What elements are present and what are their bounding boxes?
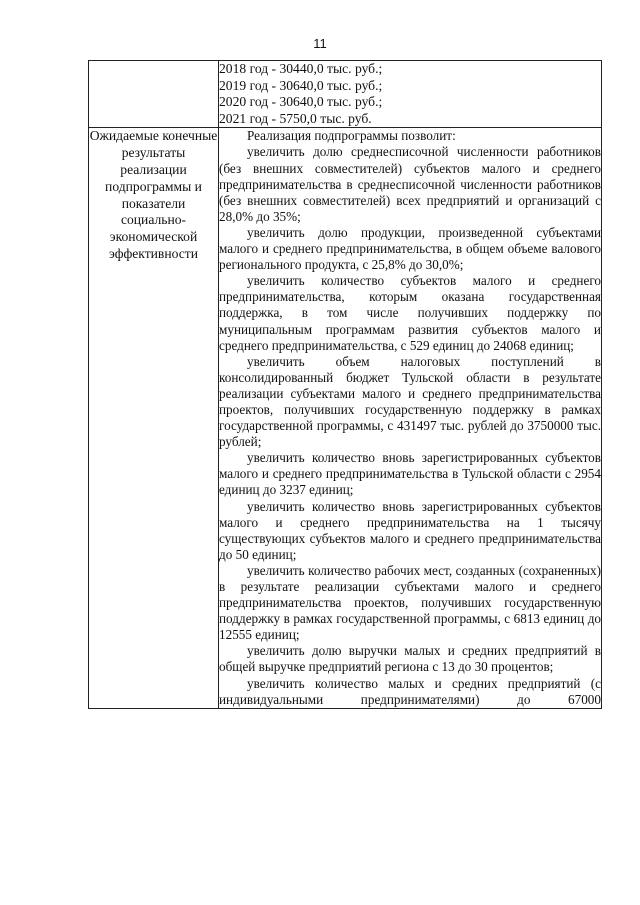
funding-cell [219, 61, 602, 128]
results-text-cell [219, 128, 602, 708]
program-passport-table [88, 60, 602, 709]
result-item: увеличить количество малых и средних предприятий (с индивидуальными предпринимателями) до 67000 [219, 675, 601, 707]
funding-line: 2020 год - 30640,0 тыс. руб.; [219, 94, 383, 110]
result-item: увеличить долю среднесписочной численности работников (без внешних совместителей) субъектов малого и среднего предпринимательства в среднесписочной численности работников (без внешних совместителей) всех предприятий и организаций с 28,0% до 35%; [219, 144, 601, 224]
funding-line: 2019 год - 30640,0 тыс. руб.; [219, 77, 383, 93]
result-item: увеличить количество рабочих мест, созданных (сохраненных) в результате реализации субъектами малого и среднего предпринимательства проектов, получивших государственную поддержку в рамках государственной программы, с 6813 единиц до 12555 единиц; [219, 562, 601, 643]
results-label-cell: Ожидаемые конечные результаты реализации подпрограммы и показатели социально-экономической эффективности [89, 128, 219, 708]
result-item: увеличить количество вновь зарегистрированных субъектов малого и среднего предпринимательства на 1 тысячу существующих субъектов малого и среднего предпринимательства до 50 единиц; [219, 498, 601, 562]
page-number: 11 [313, 36, 327, 51]
result-item: увеличить объем налоговых поступлений в консолидированный бюджет Тульской области в результате реализации субъектами малого и среднего предпринимательства проектов, получивших государственную поддержку в рамках государственной программы, с 431497 тыс. рублей до 3750000 тыс. рублей; [219, 353, 601, 450]
funding-line: 2021 год - 5750,0 тыс. руб. [219, 110, 372, 126]
result-item: увеличить количество вновь зарегистрированных субъектов малого и среднего предпринимательства в Тульской области с 2954 единиц до 3237 единиц; [219, 450, 601, 498]
result-item: увеличить долю продукции, произведенной субъектами малого и среднего предпринимательства, в общем объеме валового регионального продукта, с 25,8% до 30,0%; [219, 224, 601, 273]
results-intro: Реализация подпрограммы позволит: [247, 128, 456, 144]
funding-line: 2018 год - 30440,0 тыс. руб.; [219, 61, 383, 76]
results-row [89, 128, 602, 708]
funding-label-cell [89, 61, 219, 128]
result-item: увеличить количество субъектов малого и среднего предпринимательства, которым оказана государственная поддержка, в том числе получивших поддержку по муниципальным программам развития субъектов малого и среднего предпринимательства, с 529 единиц до 24068 единиц; [219, 273, 601, 353]
funding-row [89, 61, 602, 128]
result-item: увеличить долю выручки малых и средних предприятий в общей выручке предприятий региона с 13 до 30 процентов; [219, 643, 601, 675]
